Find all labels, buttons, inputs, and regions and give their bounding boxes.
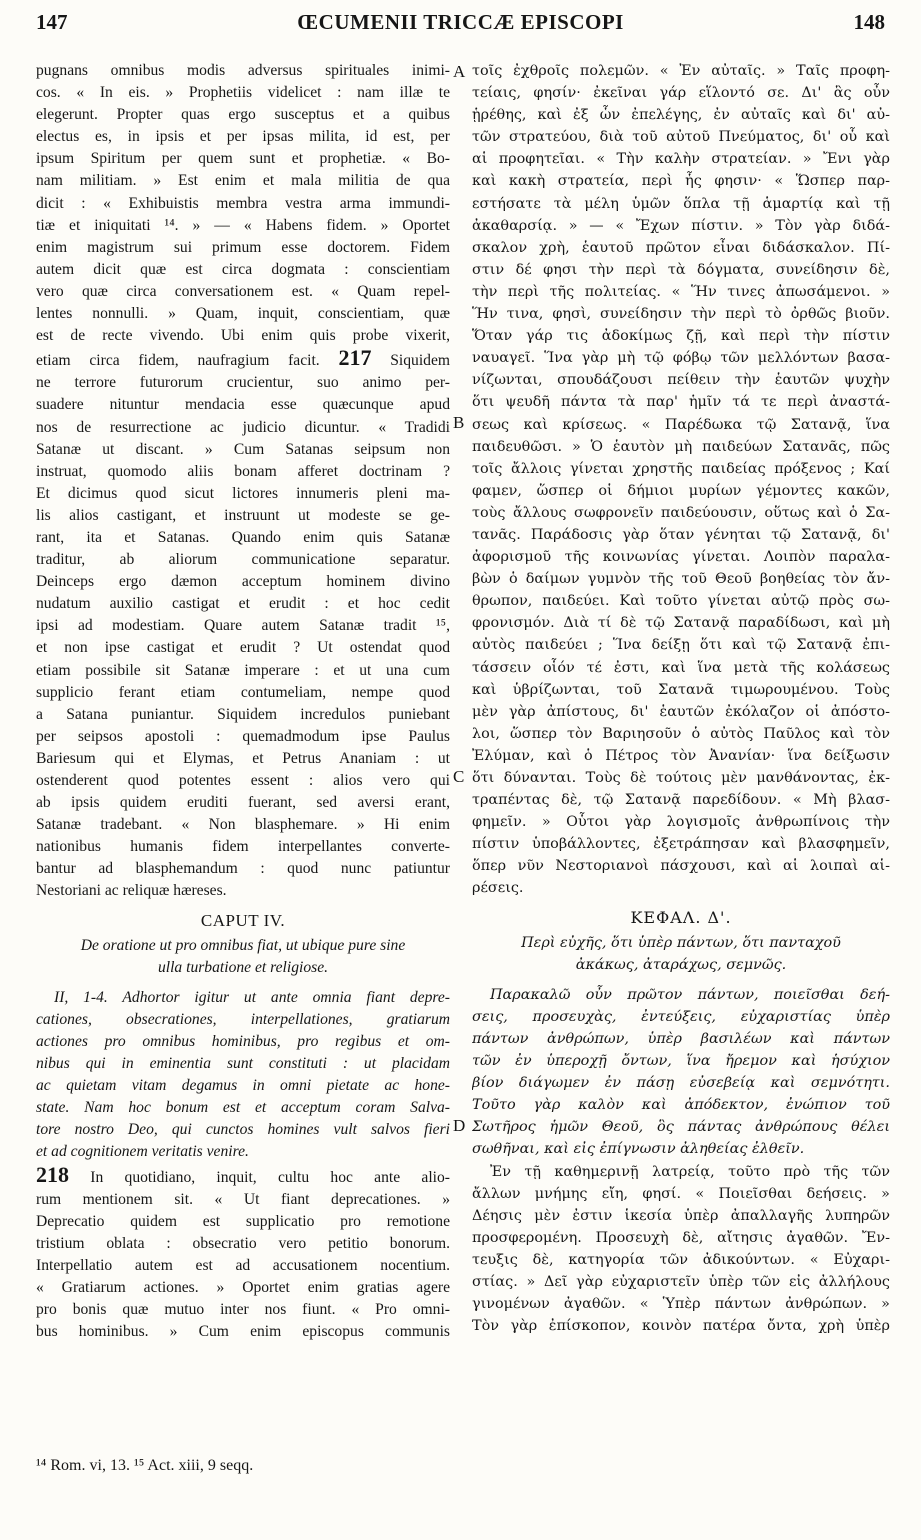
latin-line: a Satana puniantur. Siquidem incredulos puniebant: [36, 705, 450, 723]
latin-line: state. Nam hoc bonum est et acceptum coram Salva-: [36, 1099, 450, 1117]
margin-letter-d: D: [453, 1116, 466, 1135]
latin-line: Interpellatio autem est ad accusationem nocentium.: [36, 1256, 450, 1274]
greek-line: τοῖς ἄλλοις γίνεται χρηστῆς παιδείας πρόξενος ; Καί: [472, 460, 890, 477]
latin-line: nudatum auxilio castigat et erudit : et hoc cedit: [36, 595, 450, 613]
greek-line: τῶν ἐν ὑπεροχῇ ὄντων, ἵνα ἤρεμον καὶ ἡσύχιον: [472, 1053, 890, 1070]
greek-line: Σωτῆρος ἡμῶν Θεοῦ, ὃς πάντας ἀνθρώπους θέλει: [472, 1119, 890, 1136]
latin-line: ac quietam vitam degamus in omni pietate ac hone-: [36, 1077, 450, 1095]
kefala-subtitle-line: Περὶ εὐχῆς, ὅτι ὑπὲρ πάντων, ὅτι πανταχοῦ: [521, 934, 841, 951]
margin-letter-a: A: [453, 62, 466, 81]
greek-line: Ἥν τινα, φησὶ, συνείδησιν τὴν περὶ τὸ ὀρθῶς βιοῦν.: [472, 306, 890, 323]
latin-line: « Gratiarum actiones. » Oportet enim gratias agere: [36, 1278, 450, 1296]
greek-line: ρέσεις.: [472, 880, 524, 897]
greek-line: καὶ ὑβρίζωνται, τοῦ Σατανᾶ τιμωρουμένου. Τοὺς: [472, 681, 890, 698]
greek-line: φαμεν, ὥσπερ οἱ δήμιοι μυρίων γέμοντες κακῶν,: [472, 482, 890, 499]
latin-line: electus es, in ipsis et per ipsas milita, id est, per: [36, 128, 450, 146]
greek-line: πάντων ἀνθρώπων, ὑπὲρ βασιλέων καὶ πάντων: [472, 1030, 890, 1047]
latin-text: etiam circa fidem, naufragium facit.: [36, 352, 320, 370]
greek-line: παιδευθῶσι. » Ὁ ἑαυτὸν μὴ παιδεύων Σατανᾶς, πῶς: [472, 438, 890, 455]
greek-column: [472, 60, 890, 1337]
greek-line: σεως καὶ κρίσεως. « Παρέδωκα τῷ Σατανᾷ, ἵνα: [472, 416, 890, 433]
greek-line: τευξις δὲ, κατηγορία τῶν ἀδικούντων. « Εὐχαρι-: [472, 1251, 890, 1268]
caput-heading: CAPUT IV.: [200, 910, 286, 930]
greek-line: ναυαγεῖ. Ἵνα γὰρ μὴ τῷ φόβῳ τῶν μελλόντων βασα-: [472, 350, 890, 367]
greek-paragraph-2: [472, 984, 890, 1161]
caput-subtitle-line: De oratione ut pro omnibus fiat, ut ubique pure sine: [80, 936, 406, 954]
latin-line: cos. « In eis. » Prophetiis videlicet : nam illæ te: [36, 84, 450, 102]
greek-line: γινομένων ἀγαθῶν. « Ὑπὲρ πάντων ἀνθρώπων. »: [472, 1296, 890, 1313]
latin-line: ne terrore futurorum crucientur, suo animo per-: [36, 374, 450, 392]
greek-line: Ἐν τῇ καθημερινῇ λατρείᾳ, τοῦτο πρὸ τῆς τῶν: [490, 1163, 890, 1180]
latin-line: lis alios castigant, et instruunt ut modeste se ge-: [36, 506, 450, 524]
latin-line: tore nostro Deo, qui cunctos homines vult salvos fieri: [36, 1121, 450, 1139]
latin-line: rant, ita et Satanas. Quando enim quis Satanæ: [36, 528, 450, 546]
latin-line: etiam possibile sit Satanæ imperare : et ut una cum: [36, 661, 450, 679]
greek-line: εστήσατε τὰ μέλη ὑμῶν ὅπλα τῇ ἁμαρτίᾳ καὶ τῇ: [472, 195, 890, 212]
greek-line: τείαις, φησίν· ἐκεῖναι γάρ εἵλοντό σε. Δι' ἃς οὖν: [472, 85, 890, 102]
latin-line: ostenderent quod potentes essent : alios vero qui: [36, 772, 450, 789]
latin-line: suadere nituntur mendacia esse quæcunque apud: [36, 396, 450, 414]
latin-line: pro bonis quæ mutuo inter nos fiunt. « Pro omni-: [36, 1301, 450, 1319]
latin-line: per seipsos apostoli : quemadmodum ipse Paulus: [36, 727, 450, 745]
greek-line: σεις, προσευχὰς, ἐντεύξεις, εὐχαριστίας ὑπὲρ: [472, 1008, 890, 1025]
greek-line: μὲν γὰρ ἀπίστους, δι' ἑαυτῶν ἐκόλαζον οἱ ἀπόστο-: [472, 703, 890, 720]
latin-line-217: [36, 347, 450, 372]
running-title: ŒCUMENII TRICCÆ EPISCOPI: [297, 10, 624, 34]
greek-line: ὅτι δύνανται. Τοὺς δὲ τούτοις μὲν μανθάνοντας, ἐκ-: [472, 770, 890, 786]
latin-line: Satanæ ut discant. » Cum Satanas seipsum non: [36, 440, 450, 458]
column-number-217: 217: [338, 347, 372, 371]
greek-line: Ὅταν γάρ τις ἀδοκίμως ζῇ, καὶ περὶ τὴν πίστιν: [472, 328, 890, 345]
latin-line: tiæ et iniquitati ¹⁴. » — « Habens fidem. » Oportet: [36, 216, 450, 234]
latin-line: Satanæ tradebant. « Non blasphemare. » Hi enim: [36, 816, 450, 834]
caput-subtitle-line: ulla turbatione et religiose.: [157, 958, 329, 976]
greek-line: θρωπον, παιδεύει. Καὶ τοῦτο γίνεται αὐτῷ πρὸς σω-: [472, 593, 890, 610]
footnotes: ¹⁴ Rom. vi, 13. ¹⁵ Act. xiii, 9 seqq.: [36, 1457, 254, 1474]
page-number-left: 147: [36, 10, 68, 34]
greek-line: φρονισμόν. Διὰ τί δὲ τῷ Σατανᾷ παραδίδωσι, καὶ μὴ: [472, 615, 890, 632]
latin-line: dicit : « Exhibuistis membra vestra arma immundi-: [36, 194, 450, 212]
greek-line: αἱ προφητεῖαι. « Τὴν καλὴν στρατείαν. » Ἔνι γὰρ: [472, 151, 890, 168]
greek-line: Δέησις μὲν ἐστιν ἱκεσία ὑπὲρ ἀπαλλαγῆς λυπηρῶν: [472, 1207, 890, 1224]
latin-text: Siquidem: [390, 352, 450, 370]
greek-line: τάσσειν οἷόν τέ ἐστι, καὶ ἵνα μετὰ τῆς κολάσεως: [472, 659, 890, 676]
latin-paragraph-3: [36, 987, 450, 1164]
latin-line: II, 1-4. Adhortor igitur ut ante omnia fiant depre-: [54, 988, 450, 1006]
greek-line: στίας. » Δεῖ γὰρ εὐχαριστεῖν ὑπὲρ τῶν εἰς ἀλλήλους: [472, 1273, 890, 1290]
greek-line: ᾑρέθης, καὶ ἐξ ὧν ἐπελέγης, ἐν αὐταῖς καὶ δι' αὐ-: [472, 107, 890, 124]
latin-line: Nestoriani ac reliquæ hæreses.: [36, 882, 227, 900]
latin-line: et ad cognitionem veritatis venire.: [36, 1143, 249, 1161]
greek-line: αὐτὸς παιδεύει ; Ἵνα δείξῃ ὅτι καὶ τῷ Σατανᾷ ἐπι-: [472, 637, 890, 654]
latin-line: rum mentionem sit. « Ut fiant deprecationes. »: [36, 1190, 450, 1208]
latin-line: nos de resurrectione ac judicio dicuntur. « Tradidi: [36, 418, 450, 436]
greek-line: προσφερομένη. Προσευχὴ δὲ, αἴτησις ἀγαθῶν. Ἔν-: [472, 1229, 890, 1246]
greek-line: τὴν περὶ τῆς πολιτείας. « Ἥν τινες ἀπωσάμενοι. »: [472, 283, 890, 300]
greek-line: σκαλον χρὴ, ἑαυτοῦ πρῶτον εἶναι διδάσκαλον. Πί-: [472, 239, 890, 256]
margin-letter-c: C: [453, 767, 465, 786]
greek-line: ὅπερ νῦν Νεστοριανοὶ πάσχουσι, καὶ αἱ λοιπαὶ αἱ-: [472, 858, 890, 875]
latin-line: Deinceps ergo dæmon acceptum hominem divino: [36, 573, 450, 591]
margin-letter-b: B: [453, 413, 465, 432]
greek-line: τραπέντας δὲ, τῷ Σατανᾷ παρεδίδουν. « Μὴ βλασ-: [472, 792, 890, 809]
greek-line: φημεῖν. » Οὗτοι γὰρ λογισμοῖς ἀνθρωπίνοις τὴν: [472, 814, 890, 831]
greek-line: τοὺς ἄλλους σωφρονεῖν παιδεύουσιν, οὕτως καὶ ὁ Σα-: [472, 504, 890, 521]
greek-line: τανᾶς. Παράδοσις γὰρ ὅταν γένηται τῷ Σατανᾷ, δι': [472, 526, 890, 543]
page-number-right: 148: [853, 10, 885, 34]
greek-line: τοῖς ἐχθροῖς πολεμῶν. « Ἐν αὐταῖς. » Ταῖς προφη-: [472, 63, 890, 79]
latin-line: ab ipsis quidem eruditi fuerant, sed aversi erant,: [36, 794, 450, 812]
greek-line: Ἐλύμαν, καὶ ὁ Πέτρος τὸν Ἀνανίαν· ἵνα δείξωσιν: [472, 747, 890, 764]
greek-line: νίζωνται, σπουδάζουσι πείθειν τὴν ἑαυτῶν ψυχὴν: [472, 372, 890, 389]
greek-line: σωθῆναι, καὶ εἰς ἐπίγνωσιν ἀληθείας ἐλθεῖν.: [472, 1141, 805, 1158]
kefala-subtitle-line: ἀκάκως, ἀταράχως, σεμνῶς.: [575, 956, 787, 973]
latin-paragraph-1: [36, 60, 450, 347]
latin-line: nibus qui in eminentia sunt constituti : ut placidam: [36, 1055, 450, 1073]
latin-line: lentes nonnulli. » Quam, inquit, conscientiam, quæ: [36, 305, 450, 323]
greek-line: Τὸν γὰρ ἐπίσκοπον, κοινὸν πατέρα ὄντα, χρὴ ὑπὲρ: [472, 1318, 890, 1335]
greek-paragraph-1: [472, 60, 890, 900]
latin-line: Et dicimus quod sicut lictores innumeris pleni ma-: [36, 484, 450, 502]
column-number-218: 218: [36, 1163, 69, 1187]
caput-subtitle: [36, 935, 450, 979]
latin-paragraph-2: [36, 372, 450, 902]
latin-column: [36, 60, 450, 1343]
greek-line: τῶν στρατεύου, διὰ τοῦ αὐτοῦ Πνεύματος, δι' οὗ καὶ: [472, 129, 890, 146]
greek-line: βίον διάγωμεν ἐν πάσῃ εὐσεβείᾳ καὶ σεμνότητι.: [472, 1075, 890, 1092]
latin-line: est de recte vivendo. Ubi enim quis probe vixerit,: [36, 327, 450, 345]
greek-line: Παρακαλῶ οὖν πρῶτον πάντων, ποιεῖσθαι δεή-: [490, 986, 890, 1003]
latin-line: traditur, ab aliorum communicatione separatur.: [36, 551, 450, 569]
latin-line: supplicio ferant etiam contumeliam, nempe quod: [36, 683, 450, 701]
latin-line: cationes, obsecrationes, interpellationes, gratiarum: [36, 1010, 450, 1028]
latin-line: ipsum Spiritum per quem sunt et prophetiæ. « Bo-: [36, 150, 450, 168]
latin-line: instruat, quomodo aliis bonam afferet doctrinam ?: [36, 462, 450, 480]
greek-line: Τοῦτο γὰρ καλὸν καὶ ἀπόδεκτον, ἐνώπιον τοῦ: [472, 1097, 890, 1114]
greek-line: ἀφορισμοῦ τῆς κοινωνίας γίνεται. Λοιπὸν παραλα-: [472, 549, 890, 566]
page-header: [36, 10, 885, 50]
greek-line: καὶ κακὴ στρατεία, περὶ ἧς φησιν· « Ὥσπερ παρ-: [472, 173, 890, 190]
latin-paragraph-4: [36, 1189, 450, 1344]
latin-line: vero quæ circa conversationem est. « Quam repel-: [36, 282, 450, 300]
latin-line-218: [36, 1164, 450, 1189]
latin-line: enim magistrum sui primum esse doctorem. Fidem: [36, 238, 450, 256]
latin-text: In quotidiano, inquit, cultu hoc ante alio-: [90, 1168, 450, 1186]
latin-line: elegerunt. Propter quas ergo susceptus et a quibus: [36, 106, 450, 124]
latin-line: bus hominibus. » Cum enim episcopus communis: [36, 1323, 450, 1341]
latin-line: Bariesum qui et Elymas, et Petrus Ananiam : ut: [36, 749, 450, 767]
latin-line: et non ipse castigat et erudit ? Ut ostendat quod: [36, 639, 450, 657]
greek-line: λοι, ὥσπερ τὸν Βαριησοῦν ὁ αὐτὸς Παῦλος καὶ τὸν: [472, 725, 890, 742]
greek-line: ὅτι ψευδῆ πάντα τὰ παρ' ἡμῖν τά τε περὶ ἀναστά-: [472, 394, 890, 411]
latin-line: bantur ad blasphemandum : quod nunc patiuntur: [36, 860, 450, 878]
latin-line: ipsi ad modestiam. Quare autem Satanæ tradit ¹⁵,: [36, 617, 450, 635]
greek-paragraph-3: [472, 1161, 890, 1338]
latin-line: autem dicit quæ est circa dogmata : conscientiam: [36, 260, 450, 278]
latin-line: pugnans omnibus modis adversus spirituales inimi-: [36, 62, 450, 79]
latin-line: tristium oblata : obsecratio vero petitio bonorum.: [36, 1234, 450, 1252]
greek-line: βὼν ὁ δαίμων γυμνὸν τῆς τοῦ Θεοῦ βοηθείας τὸν ἄν-: [472, 571, 890, 588]
greek-line: στιν δέ φησι τὴν περὶ τὰ δόγματα, συνείδησιν δὲ,: [472, 261, 890, 278]
latin-line: nationibus humanis fidem interpellantes converte-: [36, 838, 450, 856]
greek-line: ἄλλων μνήμης εἴη, φησί. « Ποιεῖσθαι δεήσεις. »: [472, 1185, 890, 1202]
latin-line: actiones pro omnibus hominibus, pro regibus et om-: [36, 1032, 450, 1050]
kefala-subtitle: [472, 932, 890, 976]
latin-line: nam militiam. » Est enim et mala militia de qua: [36, 172, 450, 190]
greek-line: πίστιν ὑποβάλλοντες, ἐξετράπησαν καὶ βλασφημεῖν,: [472, 836, 890, 853]
greek-line: ἀκαθαρσίᾳ. » — « Ἔχων πίστιν. » Τὸν γὰρ διδά-: [472, 217, 890, 234]
kefala-heading: ΚΕΦΑΛ. Δ'.: [630, 907, 732, 927]
latin-line: Deprecatio quidem est supplicatio pro remotione: [36, 1212, 450, 1230]
